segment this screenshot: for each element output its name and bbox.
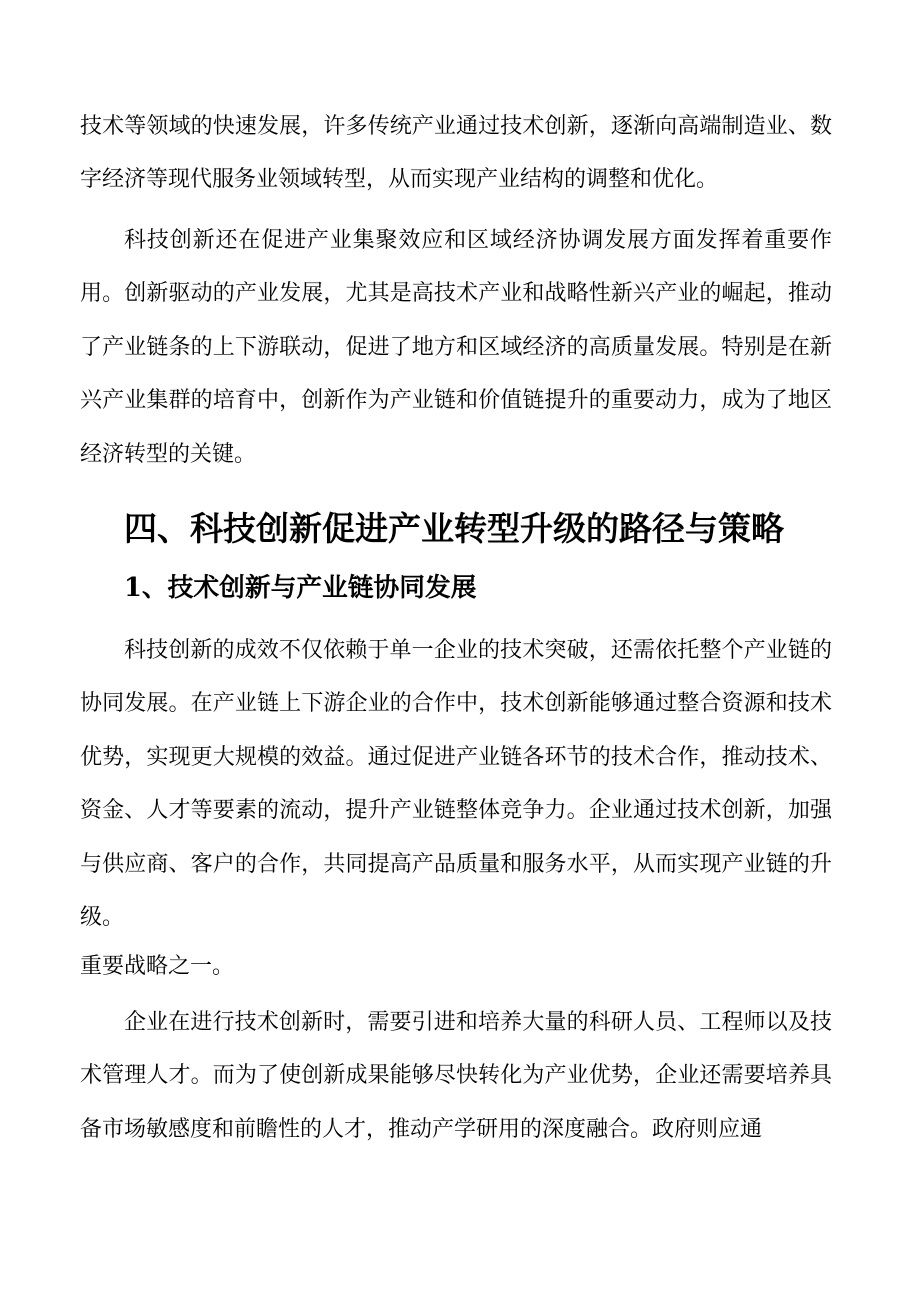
section-heading: 四、科技创新促进产业转型升级的路径与策略	[124, 509, 784, 548]
paragraph-industrial-cluster: 科技创新还在促进产业集聚效应和区域经济协调发展方面发挥着重要作用。创新驱动的产业发展，尤其是高技术产业和战略性新兴产业的崛起，推动了产业链条的上下游联动，促进了地方和区域经济的高质量发展。特别是在新兴产业集群的培育中，创新作为产业链和价值链提升的重要动力，成为了地区经济转型的关键。	[80, 228, 832, 467]
paragraph-talent-cultivation: 企业在进行技术创新时，需要引进和培养大量的科研人员、工程师以及技术管理人才。而为了使创新成果能够尽快转化为产业优势，企业还需要培养具备市场敏感度和前瞻性的人才，推动产学研用的深度融合。政府则应通	[80, 1010, 832, 1142]
paragraph-industry-chain: 科技创新的成效不仅依赖于单一企业的技术突破，还需依托整个产业链的协同发展。在产业链上下游企业的合作中，技术创新能够通过整合资源和技术优势，实现更大规模的效益。通过促进产业链各环节的技术合作，推动技术、资金、人才等要素的流动，提升产业链整体竞争力。企业通过技术创新，加强与供应商、客户的合作，共同提高产品质量和服务水平，从而实现产业链的升级。	[80, 638, 832, 931]
paragraph-industrial-transformation: 技术等领域的快速发展，许多传统产业通过技术创新，逐渐向高端制造业、数字经济等现代服务业领域转型，从而实现产业结构的调整和优化。	[80, 114, 832, 193]
subsection-heading: 1、技术创新与产业链协同发展	[124, 573, 477, 603]
paragraph-fragment: 重要战略之一。	[80, 954, 235, 979]
